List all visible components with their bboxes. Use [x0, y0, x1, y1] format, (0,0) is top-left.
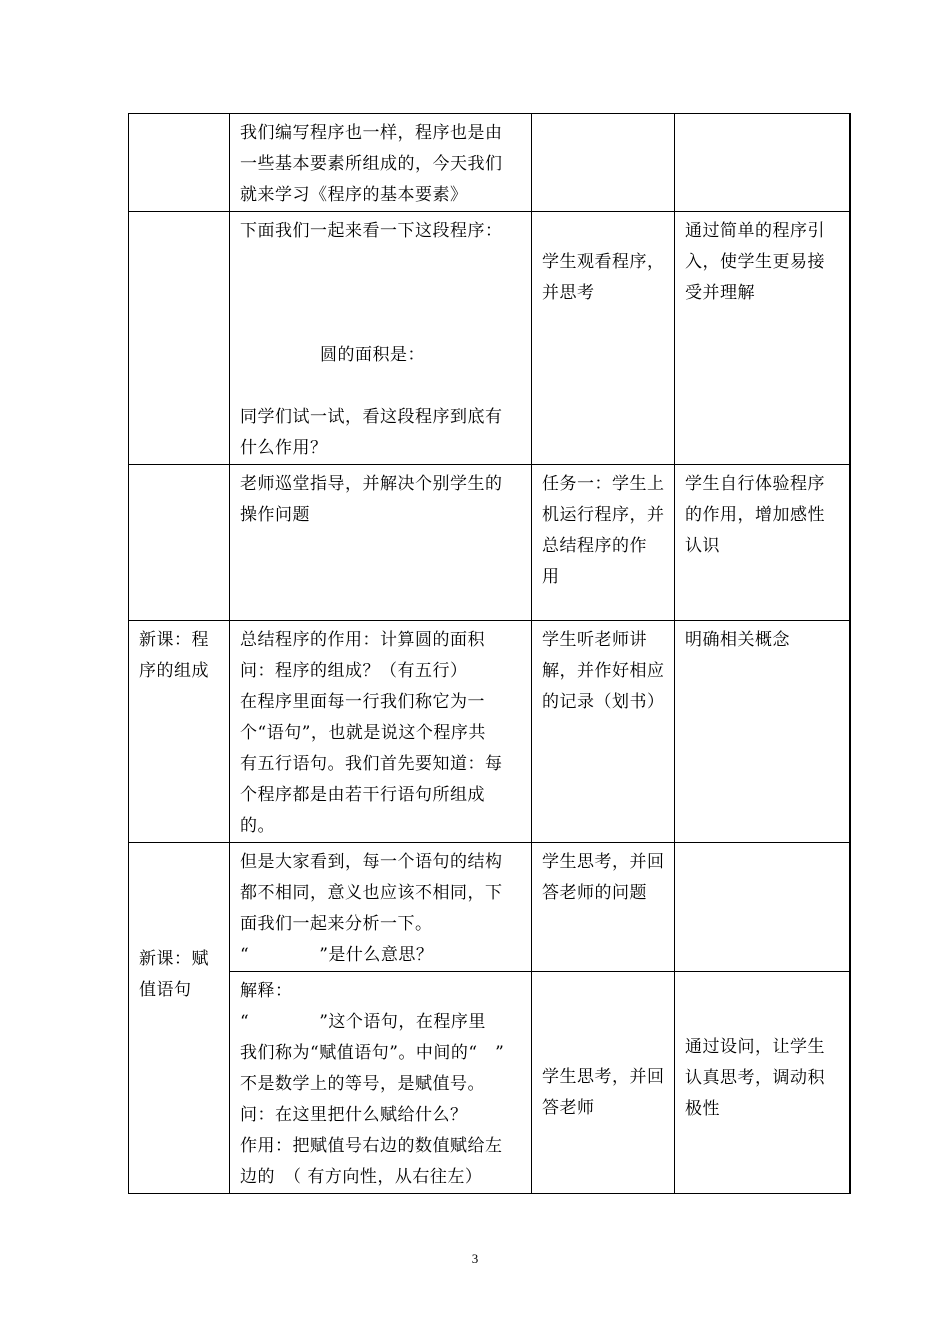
student-activity-cell: [532, 465, 675, 621]
section-cell: [129, 212, 230, 465]
purpose-line: 学生自行体验程序: [685, 474, 825, 494]
student-line: 答老师: [542, 1098, 595, 1118]
student-line: 机运行程序，并: [542, 505, 665, 525]
content-line: “ ”这个语句，在程序里: [240, 1012, 486, 1032]
content-line: “ ”是什么意思？: [240, 945, 434, 965]
table-row: [129, 843, 850, 972]
section-cell: [129, 114, 230, 212]
content-line: 操作问题: [240, 505, 310, 525]
content-line: 边的 （ 有方向性，从右往左）: [240, 1167, 483, 1187]
student-line: 学生思考，并回: [542, 852, 665, 872]
table-row: [129, 972, 850, 1194]
section-label: 新课：赋: [139, 949, 209, 969]
student-activity-cell: [532, 212, 675, 465]
content-line: 作用：把赋值号右边的数值赋给左: [240, 1136, 503, 1156]
section-label: 新课：程: [139, 630, 209, 650]
content-line: 下面我们一起来看一下这段程序：: [240, 221, 503, 241]
content-cell: [230, 972, 532, 1194]
purpose-line: 通过简单的程序引: [685, 221, 825, 241]
purpose-line: 受并理解: [685, 283, 755, 303]
content-line: 个“语句”，也就是说这个程序共: [240, 723, 486, 743]
content-cell: [230, 212, 532, 465]
content-cell: [230, 114, 532, 212]
purpose-cell: [675, 972, 850, 1194]
table-row: [129, 114, 850, 212]
content-line: 有五行语句。我们首先要知道：每: [240, 754, 503, 774]
content-line: 在程序里面每一行我们称它为一: [240, 692, 485, 712]
page-number: 3: [471, 1251, 479, 1266]
purpose-cell: [675, 212, 850, 465]
content-line: 同学们试一试，看这段程序到底有: [240, 407, 503, 427]
content-line: 我们编写程序也一样，程序也是由: [240, 123, 503, 143]
section-label: 序的组成: [139, 661, 209, 681]
content-line: 都不相同，意义也应该不相同，下: [240, 883, 503, 903]
content-line: 个程序都是由若干行语句所组成: [240, 785, 485, 805]
content-cell: [230, 465, 532, 621]
lesson-plan-table: [128, 113, 851, 1194]
student-line: 学生听老师讲: [542, 630, 647, 650]
section-cell: [129, 843, 230, 1194]
purpose-line: 极性: [685, 1099, 720, 1119]
purpose-line: 的作用，增加感性: [685, 505, 825, 525]
table-row: [129, 621, 850, 843]
student-line: 总结程序的作: [542, 536, 647, 556]
purpose-cell: [675, 621, 850, 843]
content-line: 我们称为“赋值语句”。中间的“ ”: [240, 1043, 505, 1063]
content-line: 老师巡堂指导，并解决个别学生的: [240, 474, 503, 494]
section-cell: [129, 621, 230, 843]
content-line: 一些基本要素所组成的，今天我们: [240, 154, 503, 174]
student-line: 并思考: [542, 283, 595, 303]
student-line: 学生思考，并回: [542, 1067, 665, 1087]
student-line: 解，并作好相应: [542, 661, 665, 681]
purpose-cell: [675, 843, 850, 972]
content-line: 面我们一起来分析一下。: [240, 914, 433, 934]
content-line: 问：程序的组成？（有五行）: [240, 661, 468, 681]
student-activity-cell: [532, 621, 675, 843]
purpose-line: 入，使学生更易接: [685, 252, 825, 272]
content-cell: [230, 621, 532, 843]
student-activity-cell: [532, 843, 675, 972]
content-line: 解释：: [240, 981, 293, 1001]
purpose-line: 认真思考，调动积: [685, 1068, 825, 1088]
table-row: [129, 212, 850, 465]
purpose-line: 通过设问，让学生: [685, 1037, 825, 1057]
content-line: 的。: [240, 816, 275, 836]
purpose-line: 认识: [685, 536, 720, 556]
student-line: 学生观看程序，: [542, 252, 665, 272]
table-row: [129, 465, 850, 621]
section-cell: [129, 465, 230, 621]
content-line: 不是数学上的等号，是赋值号。: [240, 1074, 485, 1094]
student-line: 用: [542, 567, 560, 587]
purpose-line: 明确相关概念: [685, 630, 790, 650]
purpose-cell: [675, 465, 850, 621]
content-line: 什么作用？: [240, 438, 328, 458]
content-line: 总结程序的作用：计算圆的面积: [240, 630, 485, 650]
student-activity-cell: [532, 972, 675, 1194]
student-line: 答老师的问题: [542, 883, 647, 903]
content-cell: [230, 843, 532, 972]
purpose-cell: [675, 114, 850, 212]
content-line: 就来学习《程序的基本要素》: [240, 185, 468, 205]
student-line: 的记录（划书）: [542, 692, 665, 712]
content-line: 问：在这里把什么赋给什么？: [240, 1105, 468, 1125]
content-line: 圆的面积是：: [320, 345, 425, 365]
student-activity-cell: [532, 114, 675, 212]
section-label: 值语句: [139, 980, 192, 1000]
student-line: 任务一：学生上: [542, 474, 665, 494]
content-line: 但是大家看到，每一个语句的结构: [240, 852, 503, 872]
